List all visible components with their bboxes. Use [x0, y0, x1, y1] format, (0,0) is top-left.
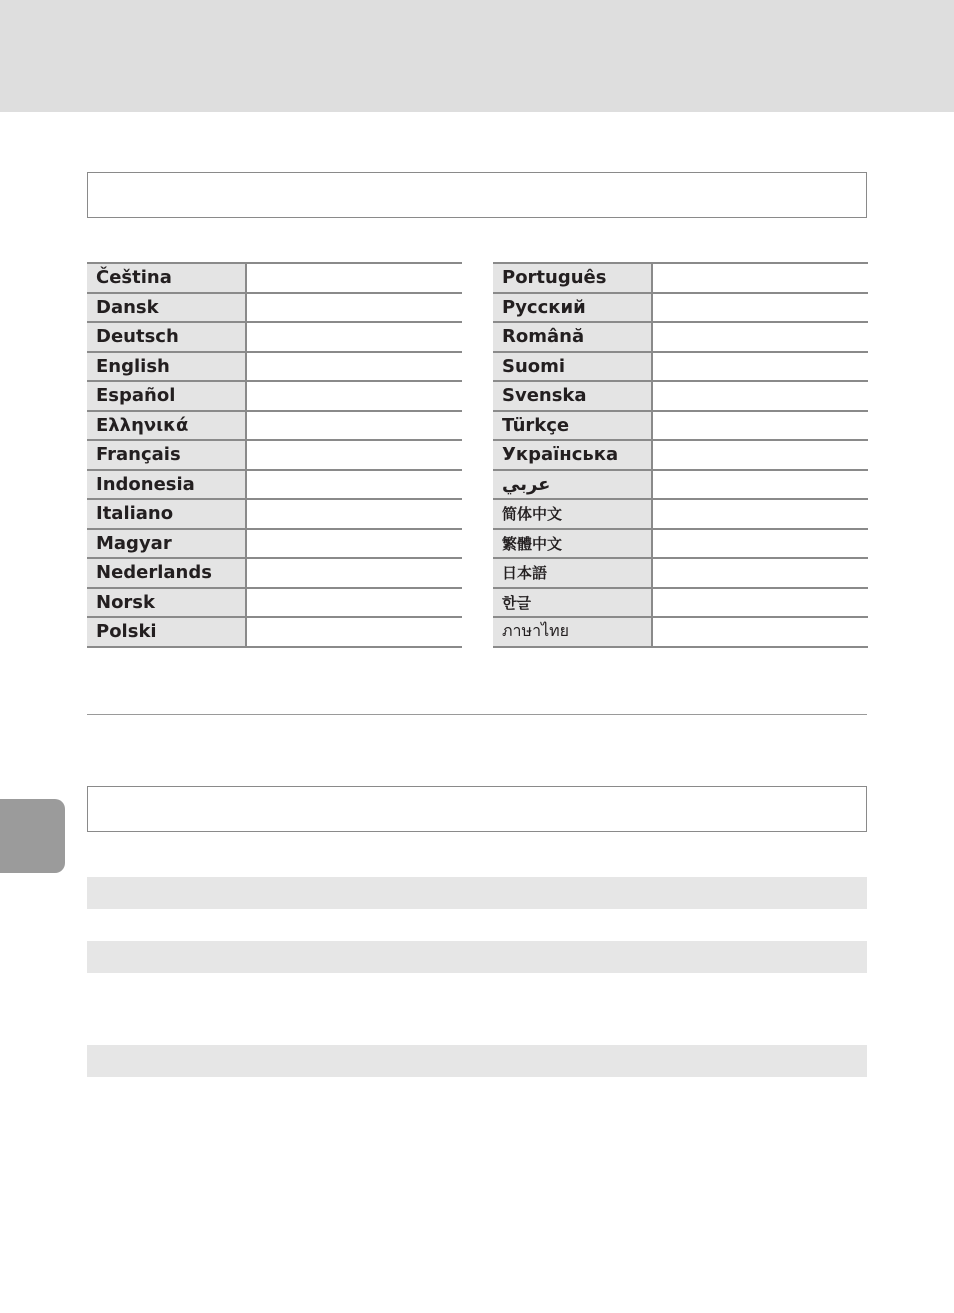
- language-label: Türkçe: [493, 411, 652, 441]
- language-description: [652, 470, 868, 500]
- language-label: Français: [87, 440, 246, 470]
- language-description: [246, 558, 462, 588]
- language-label: 한글: [493, 588, 652, 618]
- language-description: [246, 293, 462, 323]
- table-row[interactable]: [87, 499, 462, 529]
- option-bar: [87, 877, 867, 909]
- page-header-band: [0, 0, 954, 112]
- language-description: [246, 263, 462, 293]
- language-label: Deutsch: [87, 322, 246, 352]
- table-row[interactable]: [87, 588, 462, 618]
- language-label: Ελληνικά: [87, 411, 246, 441]
- language-label: Magyar: [87, 529, 246, 559]
- language-label: Nederlands: [87, 558, 246, 588]
- table-row[interactable]: [87, 293, 462, 323]
- option-bar: [87, 941, 867, 973]
- language-description: [246, 499, 462, 529]
- language-label: Dansk: [87, 293, 246, 323]
- table-row[interactable]: [87, 529, 462, 559]
- language-label: Português: [493, 263, 652, 293]
- language-label: Indonesia: [87, 470, 246, 500]
- table-row[interactable]: [493, 529, 868, 559]
- language-description: [652, 322, 868, 352]
- language-label: 简体中文: [493, 499, 652, 529]
- language-label: 繁體中文: [493, 529, 652, 559]
- language-description: [652, 381, 868, 411]
- language-description: [246, 588, 462, 618]
- language-description: [246, 440, 462, 470]
- table-row[interactable]: [87, 617, 462, 647]
- table-row[interactable]: [87, 352, 462, 382]
- table-row[interactable]: [87, 322, 462, 352]
- language-description: [246, 529, 462, 559]
- language-description: [652, 588, 868, 618]
- table-row[interactable]: [87, 381, 462, 411]
- language-description: [246, 381, 462, 411]
- language-table-right: [493, 262, 868, 648]
- table-row[interactable]: [493, 588, 868, 618]
- language-label: Українська: [493, 440, 652, 470]
- section-divider: [87, 714, 867, 715]
- language-description: [652, 411, 868, 441]
- table-row[interactable]: [493, 558, 868, 588]
- language-description: [652, 499, 868, 529]
- language-label: English: [87, 352, 246, 382]
- language-description: [246, 617, 462, 647]
- language-label: Svenska: [493, 381, 652, 411]
- table-row[interactable]: [87, 440, 462, 470]
- language-description: [246, 352, 462, 382]
- language-label: عربي: [493, 470, 652, 500]
- language-label: 日本語: [493, 558, 652, 588]
- table-row[interactable]: [87, 411, 462, 441]
- table-row[interactable]: [493, 440, 868, 470]
- table-row[interactable]: [87, 470, 462, 500]
- language-description: [246, 411, 462, 441]
- table-row[interactable]: [493, 499, 868, 529]
- table-row[interactable]: [493, 263, 868, 293]
- language-description: [246, 322, 462, 352]
- section-heading-box: [87, 786, 867, 832]
- language-description: [652, 529, 868, 559]
- language-label: Italiano: [87, 499, 246, 529]
- table-row[interactable]: [493, 617, 868, 647]
- table-row[interactable]: [493, 293, 868, 323]
- language-label: ภาษาไทย: [493, 617, 652, 647]
- language-label: Español: [87, 381, 246, 411]
- language-label: Suomi: [493, 352, 652, 382]
- language-label: Norsk: [87, 588, 246, 618]
- language-label: Čeština: [87, 263, 246, 293]
- table-row[interactable]: [493, 322, 868, 352]
- language-description: [652, 558, 868, 588]
- table-row[interactable]: [493, 381, 868, 411]
- language-description: [652, 263, 868, 293]
- language-description: [652, 617, 868, 647]
- language-description: [246, 470, 462, 500]
- language-description: [652, 293, 868, 323]
- language-label: Polski: [87, 617, 246, 647]
- language-description: [652, 352, 868, 382]
- language-label: Română: [493, 322, 652, 352]
- table-row[interactable]: [493, 411, 868, 441]
- option-bar: [87, 1045, 867, 1077]
- table-row[interactable]: [493, 470, 868, 500]
- chapter-side-tab: [0, 799, 65, 873]
- table-row[interactable]: [87, 558, 462, 588]
- section-heading-box: [87, 172, 867, 218]
- language-label: Русский: [493, 293, 652, 323]
- language-table-left: [87, 262, 462, 648]
- language-description: [652, 440, 868, 470]
- table-row[interactable]: [493, 352, 868, 382]
- table-row[interactable]: [87, 263, 462, 293]
